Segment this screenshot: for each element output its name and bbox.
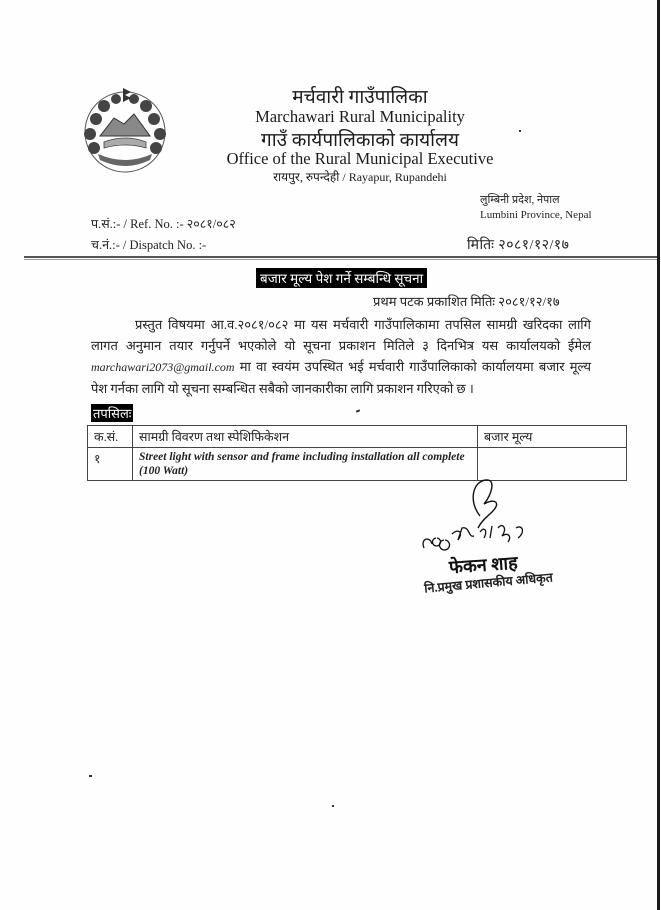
cell-sn: १ bbox=[88, 448, 133, 481]
notice-title: बजार मूल्य पेश गर्ने सम्बन्धि सूचना bbox=[256, 268, 427, 288]
notice-body bbox=[91, 314, 591, 399]
scan-speck bbox=[332, 805, 334, 807]
scan-speck bbox=[89, 775, 92, 777]
province-nepali: लुम्बिनी प्रदेश, नेपाल bbox=[480, 194, 560, 206]
municipality-name-english: Marchawari Rural Municipality bbox=[255, 107, 465, 126]
header-divider-secondary bbox=[24, 259, 657, 260]
office-name-nepali: गाउँ कार्यपालिकाको कार्यालय bbox=[261, 130, 459, 151]
details-label: तपसिलः bbox=[93, 406, 132, 421]
office-address: रायपुर, रुपन्देही / Rayapur, Rupandehi bbox=[273, 170, 447, 184]
nepal-emblem-icon bbox=[76, 84, 174, 176]
column-header-market-price: बजार मूल्य bbox=[478, 426, 627, 448]
published-date: प्रथम पटक प्रकाशित मितिः २०८१/१२/१७ bbox=[373, 294, 560, 309]
notice-body-part1: प्रस्तुत विषयमा आ.व.२०८१/०८२ मा यस मर्चवारी गाउँपालिकामा तपसिल सामग्री खरिदका लागि लागत अनुमान तयार गर्नुपर्ने भएकोले यो सूचना प्रकाशन मितिले ३ दिनभित्र यस कार्यालयको ईमेल bbox=[91, 317, 591, 353]
signatory-name: फेकन शाह bbox=[448, 552, 519, 578]
scan-speck bbox=[519, 130, 521, 132]
cell-description: Street light with sensor and frame including installation all complete (100 Watt) bbox=[133, 448, 478, 481]
email-address: marchawari2073@gmail.com bbox=[91, 360, 235, 374]
reference-number: प.सं.:- / Ref. No. :- २०८१/०८२ bbox=[91, 217, 236, 231]
notice-body-part2: मा वा स्वयंम उपस्थित भई मर्चवारी गाउँपालिकाको कार्यालयमा बजार मूल्य पेश गर्नका लागि यो सूचना सम्बन्धित सबैको जानकारीका लागि प्रकाशन गरिएको छ । bbox=[91, 359, 592, 396]
handwritten-signature-icon bbox=[418, 476, 568, 556]
province-block bbox=[480, 193, 592, 223]
column-header-description: सामग्री विवरण तथा स्पेशिफिकेशन bbox=[133, 426, 478, 448]
column-header-sn: क.सं. bbox=[88, 426, 133, 448]
scan-speck bbox=[356, 409, 360, 412]
scan-edge-border bbox=[657, 0, 660, 910]
dispatch-number: च.नं.:- / Dispatch No. :- bbox=[91, 238, 207, 252]
letter-date: मितिः २०८१/१२/१७ bbox=[467, 238, 570, 253]
province-english: Lumbini Province, Nepal bbox=[480, 209, 592, 221]
table-header-row bbox=[88, 426, 627, 448]
municipality-name-nepali: मर्चवारी गाउँपालिका bbox=[292, 87, 428, 108]
office-name-english: Office of the Rural Municipal Executive bbox=[226, 149, 494, 168]
signatory-title: नि.प्रमुख प्रशासकीय अधिकृत bbox=[423, 570, 554, 596]
items-table bbox=[87, 425, 627, 481]
header-divider bbox=[24, 256, 657, 258]
